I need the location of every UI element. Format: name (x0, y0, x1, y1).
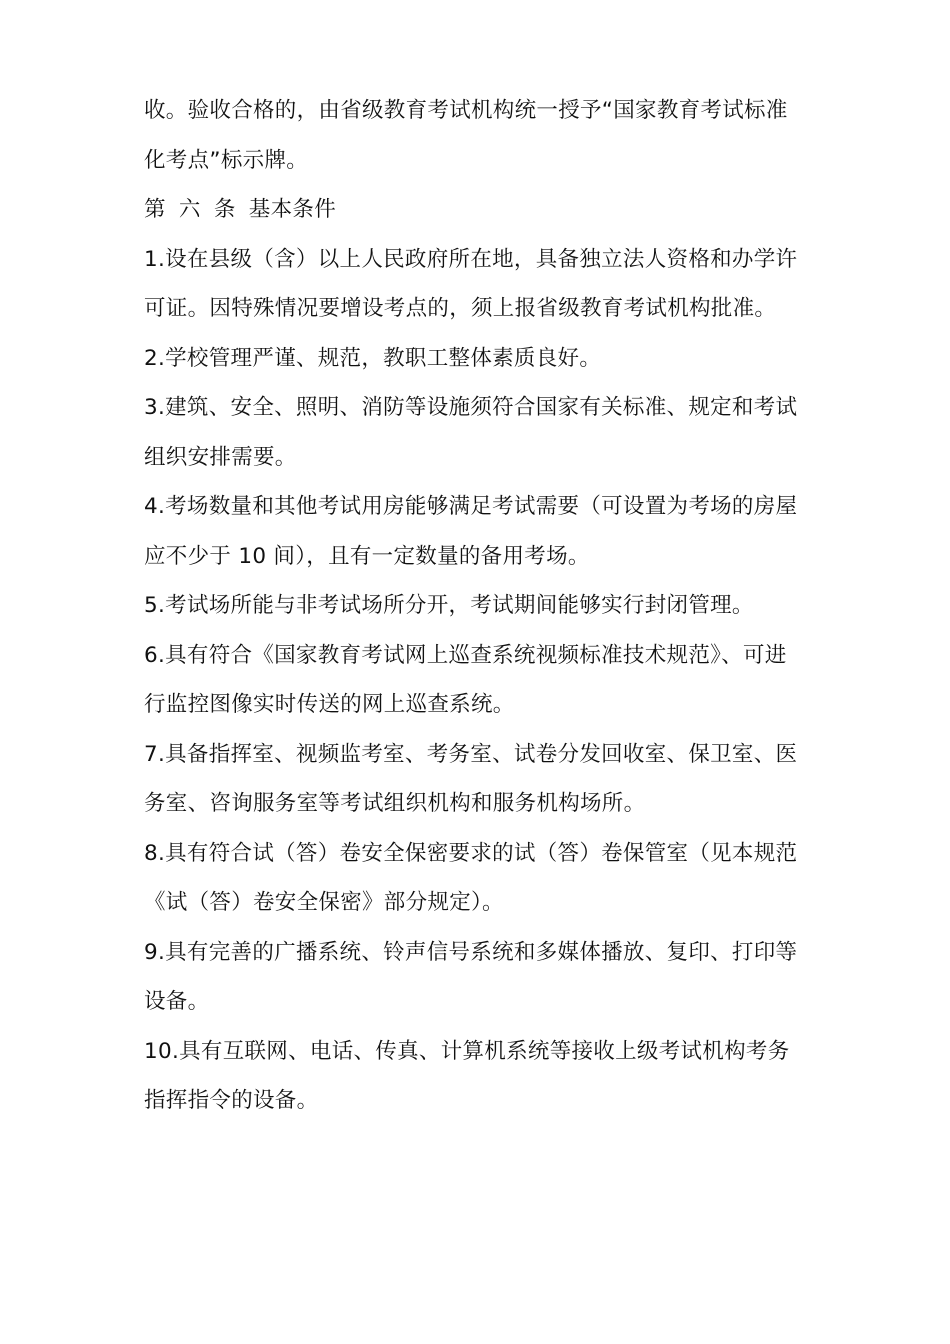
condition-9-line-1: 9.具有完善的广播系统、铃声信号系统和多媒体播放、复印、打印等 (144, 939, 798, 965)
condition-9-line-2: 设备。 (144, 989, 210, 1014)
condition-8-line-1: 8.具有符合试（答）卷安全保密要求的试（答）卷保管室（见本规范 (144, 840, 798, 866)
condition-2-line-1: 2.学校管理严谨、规范，教职工整体素质良好。 (144, 345, 602, 371)
condition-10-line-1: 10.具有互联网、电话、传真、计算机系统等接收上级考试机构考务 (144, 1038, 790, 1064)
article-six-heading: 第 六 条 基本条件 (144, 197, 337, 222)
condition-3-line-2: 组织安排需要。 (144, 444, 297, 470)
condition-8-line-2: 《试（答）卷安全保密》部分规定）。 (144, 890, 504, 915)
paragraph-line-acceptance-2: 化考点”标示牌。 (144, 147, 309, 173)
condition-3-line-1: 3.建筑、安全、照明、消防等设施须符合国家有关标准、规定和考试 (144, 395, 798, 420)
document-body (144, 86, 816, 1126)
condition-6-line-1: 6.具有符合《国家教育考试网上巡查系统视频标准技术规范》、可进 (144, 642, 787, 668)
condition-4-line-2: 应不少于 10 间），且有一定数量的备用考场。 (144, 543, 590, 569)
condition-7-line-1: 7.具备指挥室、视频监考室、考务室、试卷分发回收室、保卫室、医 (144, 741, 798, 767)
condition-1-line-1: 1.设在县级（含）以上人民政府所在地，具备独立法人资格和办学许 (144, 246, 798, 272)
paragraph-line-acceptance-1: 收。验收合格的，由省级教育考试机构统一授予“国家教育考试标准 (144, 98, 788, 123)
condition-10-line-2: 指挥指令的设备。 (144, 1088, 319, 1113)
condition-6-line-2: 行监控图像实时传送的网上巡查系统。 (144, 692, 515, 717)
condition-5-line-1: 5.考试场所能与非考试场所分开，考试期间能够实行封闭管理。 (144, 593, 754, 618)
condition-7-line-2: 务室、咨询服务室等考试组织机构和服务机构场所。 (144, 791, 646, 816)
condition-4-line-1: 4.考场数量和其他考试用房能够满足考试需要（可设置为考场的房屋 (144, 494, 798, 519)
condition-1-line-2: 可证。因特殊情况要增设考点的，须上报省级教育考试机构批准。 (144, 296, 777, 321)
